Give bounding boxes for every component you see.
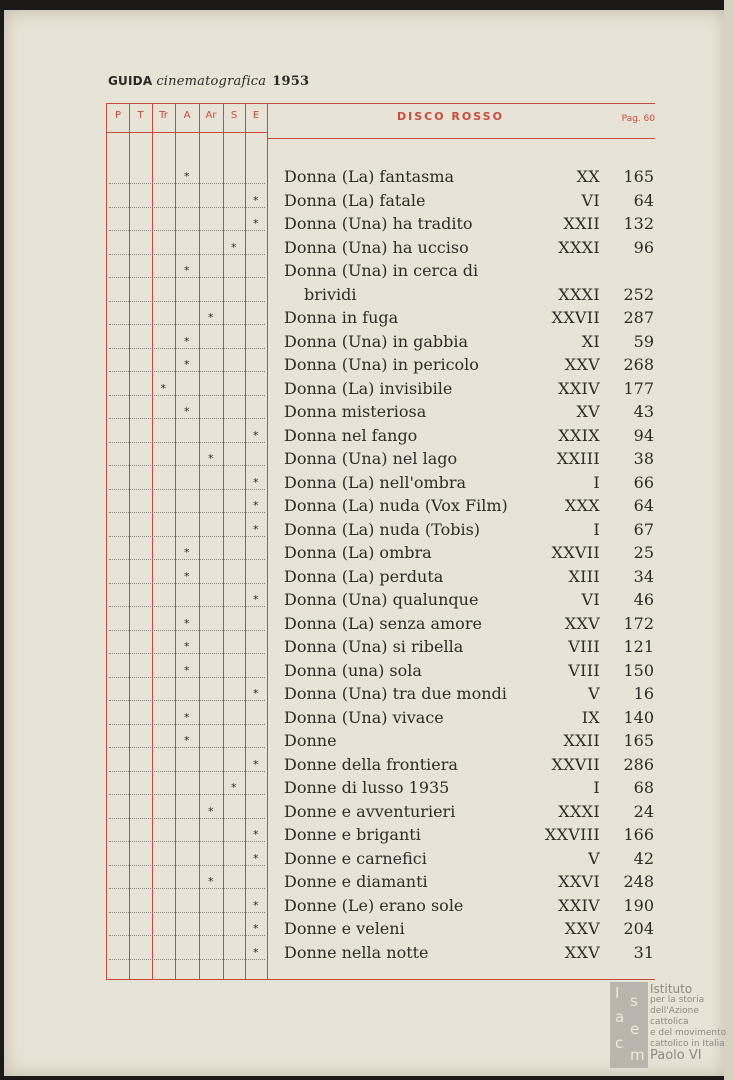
list-item — [284, 447, 654, 471]
entry-volume: XXII — [563, 214, 600, 233]
rating-star-icon: * — [253, 499, 259, 512]
list-item — [284, 565, 654, 589]
dotted-leader — [109, 912, 265, 913]
entry-page: 248 — [623, 872, 654, 891]
dotted-leader — [109, 583, 265, 584]
entry-volume: XXIII — [556, 449, 600, 468]
dotted-leader — [109, 700, 265, 701]
list-item — [284, 330, 654, 354]
rating-star-icon: * — [253, 193, 259, 207]
header-year: 1953 — [272, 74, 310, 89]
entry-page: 204 — [623, 919, 654, 938]
list-item — [284, 400, 654, 424]
entry-volume: XXXI — [558, 284, 600, 304]
list-item — [284, 753, 654, 777]
entry-page: 190 — [623, 895, 654, 915]
entry-title: Donna (Una) ha ucciso — [284, 237, 469, 257]
entry-title: Donna (La) fatale — [284, 190, 426, 210]
entry-title: Donna (La) ombra — [284, 543, 432, 562]
entry-volume: IX — [581, 707, 600, 727]
dotted-leader — [109, 536, 265, 537]
entry-volume: I — [593, 519, 600, 539]
entry-volume: XXXI — [558, 237, 600, 257]
dotted-leader — [109, 653, 265, 654]
dotted-leader — [109, 254, 265, 255]
rating-star-icon: * — [253, 898, 259, 912]
entry-title: Donne e carnefici — [284, 848, 427, 868]
column-divider — [199, 104, 200, 979]
entry-title: Donna (Una) nel lago — [284, 449, 458, 468]
list-item — [284, 612, 654, 636]
list-item — [284, 283, 654, 307]
rating-star-icon: * — [184, 710, 190, 724]
header-rule-left — [107, 132, 267, 133]
entry-title: Donna (La) senza amore — [284, 613, 482, 633]
list-item — [284, 353, 654, 377]
watermark-letter: s — [630, 992, 638, 1010]
rating-star-icon: * — [253, 922, 259, 935]
entry-volume: I — [593, 778, 600, 797]
entry-volume: XXVII — [551, 754, 600, 774]
dotted-leader — [109, 418, 265, 419]
entry-volume: XXV — [564, 942, 600, 962]
dotted-leader — [109, 559, 265, 560]
column-head: Tr — [159, 110, 168, 121]
watermark-letter: a — [615, 1008, 625, 1026]
entry-title: Donne e briganti — [284, 825, 421, 844]
column-divider — [267, 104, 268, 979]
list-item — [284, 377, 654, 401]
entry-page: 166 — [623, 825, 654, 844]
entry-title: Donne e avventurieri — [284, 801, 456, 821]
watermark-letter: m — [630, 1046, 645, 1064]
entries-list — [284, 165, 654, 964]
dotted-leader — [109, 818, 265, 819]
page-number-label: Pag. 60 — [621, 114, 655, 124]
watermark-line: Istituto — [650, 982, 693, 996]
entry-title: Donna (Una) vivace — [284, 707, 444, 727]
entry-title: Donna nel fango — [284, 425, 418, 445]
list-item — [284, 165, 654, 189]
list-item — [284, 800, 654, 824]
rating-star-icon: * — [184, 170, 190, 183]
watermark-line: Paolo VI — [650, 1048, 702, 1063]
dotted-leader — [109, 512, 265, 513]
entry-page: 46 — [633, 590, 654, 609]
entry-title: Donna (Una) in cerca di — [284, 261, 479, 280]
list-item — [284, 236, 654, 260]
entry-title: Donne nella notte — [284, 942, 429, 962]
list-item — [284, 729, 654, 753]
column-divider — [223, 104, 224, 979]
entry-page: 68 — [633, 778, 654, 797]
entry-volume: XXVII — [551, 308, 600, 327]
entry-volume: XI — [581, 331, 600, 351]
list-item — [284, 518, 654, 542]
column-head: T — [137, 110, 144, 121]
entry-page: 38 — [633, 449, 654, 468]
entry-volume: XXVII — [551, 543, 600, 562]
dotted-leader — [109, 771, 265, 772]
entry-page: 34 — [633, 566, 654, 586]
entry-volume: XXVI — [558, 872, 600, 891]
entry-title: Donna (La) fantasma — [284, 167, 455, 186]
list-item — [284, 917, 654, 941]
entry-page: 268 — [623, 355, 654, 374]
entry-page: 177 — [623, 378, 654, 398]
rating-star-icon: * — [184, 616, 190, 630]
entry-page: 132 — [623, 214, 654, 233]
rating-star-icon: * — [208, 875, 214, 888]
list-item — [284, 894, 654, 918]
list-item — [284, 588, 654, 612]
entry-page: 64 — [633, 496, 654, 515]
dotted-leader — [109, 277, 265, 278]
rating-star-icon: * — [253, 945, 259, 959]
rating-star-icon: * — [184, 546, 190, 559]
dotted-leader — [109, 489, 265, 490]
dotted-leader — [109, 301, 265, 302]
entry-page: 66 — [633, 472, 654, 492]
entry-page: 121 — [623, 637, 654, 656]
entry-title: brividi — [304, 284, 357, 304]
list-item — [284, 189, 654, 213]
list-item — [284, 541, 654, 565]
watermark-letter: e — [630, 1020, 640, 1038]
dotted-leader — [109, 442, 265, 443]
rating-star-icon: * — [208, 804, 214, 818]
rating-star-icon: * — [184, 640, 190, 653]
dotted-leader — [109, 888, 265, 889]
entry-volume: XXII — [563, 731, 600, 750]
rating-star-icon: * — [184, 334, 190, 348]
header-rule — [267, 138, 655, 139]
list-item — [284, 823, 654, 847]
entry-volume: XXXI — [558, 801, 600, 821]
rating-star-icon: * — [253, 828, 259, 841]
entry-title: Donna (La) nuda (Tobis) — [284, 519, 481, 539]
dotted-leader — [109, 395, 265, 396]
header-cinematografica: cinematografica — [156, 74, 267, 89]
list-item — [284, 941, 654, 965]
entry-volume: VIII — [568, 637, 600, 656]
entry-volume: VI — [581, 590, 600, 609]
entry-volume: V — [588, 848, 600, 868]
entry-volume: XXV — [564, 919, 600, 938]
rating-star-icon: * — [253, 593, 259, 606]
list-item — [284, 494, 654, 518]
entry-volume: XV — [576, 402, 600, 421]
entry-page: 140 — [623, 707, 654, 727]
column-head: E — [252, 110, 260, 121]
entry-page: 172 — [623, 613, 654, 633]
entry-page: 94 — [633, 425, 654, 445]
entry-title: Donna in fuga — [284, 308, 399, 327]
rating-star-icon: * — [184, 569, 190, 583]
list-item — [284, 659, 654, 683]
entry-title: Donne — [284, 731, 337, 750]
entry-volume: XIII — [568, 566, 600, 586]
entry-volume: XXIV — [558, 378, 600, 398]
entry-title: Donna (Una) qualunque — [284, 590, 479, 609]
entry-volume: XX — [576, 167, 600, 186]
watermark-letter: I — [615, 984, 620, 1002]
entry-page: 64 — [633, 190, 654, 210]
entry-volume: XXX — [564, 496, 600, 515]
entry-page: 165 — [623, 731, 654, 750]
rating-star-icon: * — [253, 522, 259, 536]
entry-title: Donna (Una) in pericolo — [284, 355, 479, 374]
list-item — [284, 682, 654, 706]
entry-title: Donne di lusso 1935 — [284, 778, 450, 797]
entry-title: Donna (Una) in gabbia — [284, 331, 469, 351]
list-item — [284, 424, 654, 448]
list-item — [284, 212, 654, 236]
dotted-leader — [109, 959, 265, 960]
dotted-leader — [109, 371, 265, 372]
watermark-letter: c — [615, 1034, 624, 1052]
entry-volume: XXV — [564, 613, 600, 633]
entry-title: Donne e diamanti — [284, 872, 428, 891]
list-item — [284, 847, 654, 871]
column-divider — [245, 104, 246, 979]
entry-volume: VI — [581, 190, 600, 210]
dotted-leader — [109, 794, 265, 795]
column-head: Ar — [205, 110, 217, 121]
watermark-text — [650, 984, 728, 1061]
entry-page: 31 — [633, 942, 654, 962]
entry-title: Donne (Le) erano sole — [284, 895, 464, 915]
entry-page: 43 — [633, 402, 654, 421]
column-head: P — [114, 110, 122, 121]
dotted-leader — [109, 207, 265, 208]
list-item — [284, 306, 654, 330]
list-item — [284, 635, 654, 659]
entry-page: 165 — [623, 167, 654, 186]
rating-star-icon: * — [184, 358, 190, 371]
dotted-leader — [109, 630, 265, 631]
rating-star-icon: * — [253, 428, 259, 442]
entry-title: Donna (La) nell'ombra — [284, 472, 467, 492]
watermark-line: e del movimento — [650, 1028, 727, 1038]
entry-page: 286 — [623, 754, 654, 774]
column-divider — [129, 104, 130, 979]
entry-title: Donne e veleni — [284, 919, 405, 938]
entry-page: 67 — [633, 519, 654, 539]
list-item — [284, 471, 654, 495]
column-head: A — [183, 110, 191, 121]
rating-star-icon: * — [184, 405, 190, 418]
entry-volume: XXIX — [558, 425, 600, 445]
list-item — [284, 259, 654, 283]
rating-star-icon: * — [184, 663, 190, 677]
table-title: DISCO ROSSO — [397, 110, 504, 123]
entry-volume: XXIV — [558, 895, 600, 915]
entry-volume: V — [588, 684, 600, 703]
column-divider — [152, 104, 153, 979]
dotted-leader — [109, 841, 265, 842]
entry-title: Donna (La) nuda (Vox Film) — [284, 496, 508, 515]
entry-volume: I — [593, 472, 600, 492]
watermark-line: per la storia — [650, 995, 705, 1005]
dotted-leader — [109, 230, 265, 231]
entry-page: 42 — [633, 848, 654, 868]
entry-title: Donne della frontiera — [284, 754, 458, 774]
list-item — [284, 706, 654, 730]
rating-star-icon: * — [253, 851, 259, 865]
dotted-leader — [109, 348, 265, 349]
entry-volume: XXV — [564, 355, 600, 374]
rating-star-icon: * — [231, 240, 237, 254]
dotted-leader — [109, 183, 265, 184]
rating-star-icon: * — [253, 757, 259, 771]
entry-title: Donna misteriosa — [284, 402, 427, 421]
entry-page: 16 — [633, 684, 654, 703]
entry-page: 25 — [633, 543, 654, 562]
archive-watermark — [610, 982, 728, 1072]
entry-title: Donna (una) sola — [284, 660, 422, 680]
rating-star-icon: * — [184, 734, 190, 747]
header-guida: GUIDA — [108, 74, 153, 88]
entry-title: Donna (Una) ha tradito — [284, 214, 473, 233]
entry-title: Donna (Una) tra due mondi — [284, 684, 507, 703]
entry-volume: XXVIII — [544, 825, 600, 844]
entry-page: 252 — [623, 284, 654, 304]
rating-star-icon: * — [208, 452, 214, 465]
entry-page: 150 — [623, 660, 654, 680]
entry-volume: VIII — [568, 660, 600, 680]
dotted-leader — [109, 865, 265, 866]
dotted-leader — [109, 677, 265, 678]
entry-title: Donna (La) perduta — [284, 566, 444, 586]
entry-page: 59 — [633, 331, 654, 351]
watermark-line: dell'Azione cattolica — [650, 1006, 699, 1027]
rating-star-icon: * — [231, 781, 237, 794]
watermark-line: cattolico in Italia — [650, 1039, 725, 1049]
entry-page: 24 — [633, 801, 654, 821]
column-divider — [175, 104, 176, 979]
entry-title: Donna (La) invisibile — [284, 378, 453, 398]
dotted-leader — [109, 935, 265, 936]
running-header — [108, 74, 309, 89]
rating-star-icon: * — [253, 217, 259, 230]
column-head: S — [230, 110, 238, 121]
rating-star-icon: * — [208, 311, 214, 324]
dotted-leader — [109, 747, 265, 748]
dotted-leader — [109, 724, 265, 725]
dotted-leader — [109, 465, 265, 466]
entry-title: Donna (Una) si ribella — [284, 637, 464, 656]
rating-star-icon: * — [253, 687, 259, 700]
dotted-leader — [109, 324, 265, 325]
page-edge — [724, 0, 734, 1080]
dotted-leader — [109, 606, 265, 607]
entry-page: 287 — [623, 308, 654, 327]
rating-star-icon: * — [160, 381, 166, 395]
rating-star-icon: * — [253, 475, 259, 489]
rating-star-icon: * — [184, 264, 190, 277]
list-item — [284, 776, 654, 800]
entry-page: 96 — [633, 237, 654, 257]
list-item — [284, 870, 654, 894]
